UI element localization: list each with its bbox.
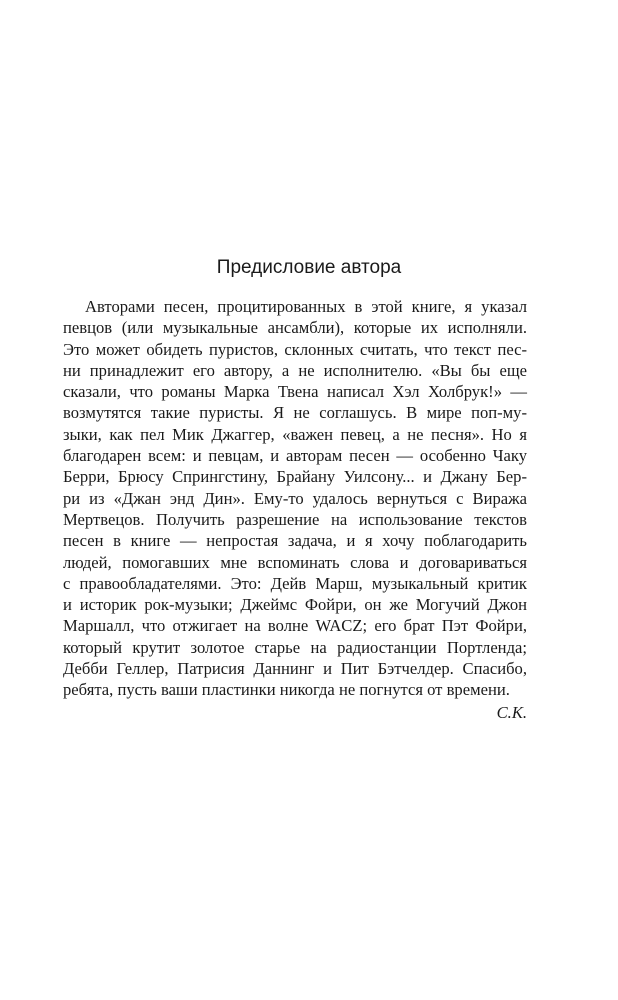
preface-paragraph [63,296,527,701]
author-signature: С.К. [496,703,527,722]
text-line: возмутятся такие пуристы. Я не соглашусь. В мире поп-му- [63,403,527,423]
text-line: певцов (или музыкальные ансамбли), которые их исполняли. [63,318,527,338]
text-line: зыки, как пел Мик Джаггер, «важен певец, а не песня». Но я [63,424,527,444]
text-line: Берри, Брюсу Спрингстину, Брайану Уилсону... и Джану Бер- [63,467,527,487]
text-line: ри из «Джан энд Дин». Ему-то удалось вернуться с Виража [63,488,527,508]
text-line: Мертвецов. Получить разрешение на использование текстов [63,509,527,529]
text-line: людей, помогавших мне вспоминать слова и договариваться [63,552,527,572]
page-title: Предисловие автора [216,257,402,278]
text-line: ни принадлежит его автору, а не исполнителю. «Вы бы еще [63,360,527,380]
text-line: ребята, пусть ваши пластинки никогда не погнутся от времени. [63,680,510,700]
text-line: сказали, что романы Марка Твена написал Хэл Холбрук!» — [63,382,527,402]
text-line: песен в книге — непростая задача, и я хочу поблагодарить [63,531,527,551]
text-line: Маршалл, что отжигает на волне WACZ; его брат Пэт Фойри, [63,616,527,636]
text-line: Это может обидеть пуристов, склонных считать, что текст пес- [63,339,527,359]
text-line: благодарен всем: и певцам, и авторам песен — особенно Чаку [63,446,527,466]
text-line: и историк рок-музыки; Джеймс Фойри, он же Могучий Джон [63,595,527,615]
text-line: Дебби Геллер, Патрисия Даннинг и Пит Бэтчелдер. Спасибо, [63,659,527,679]
text-line: с правообладателями. Это: Дейв Марш, музыкальный критик [63,573,527,593]
text-line: Авторами песен, процитированных в этой книге, я указал [85,297,527,316]
text-line: который крутит золотое старье на радиостанции Портленда; [63,637,527,657]
